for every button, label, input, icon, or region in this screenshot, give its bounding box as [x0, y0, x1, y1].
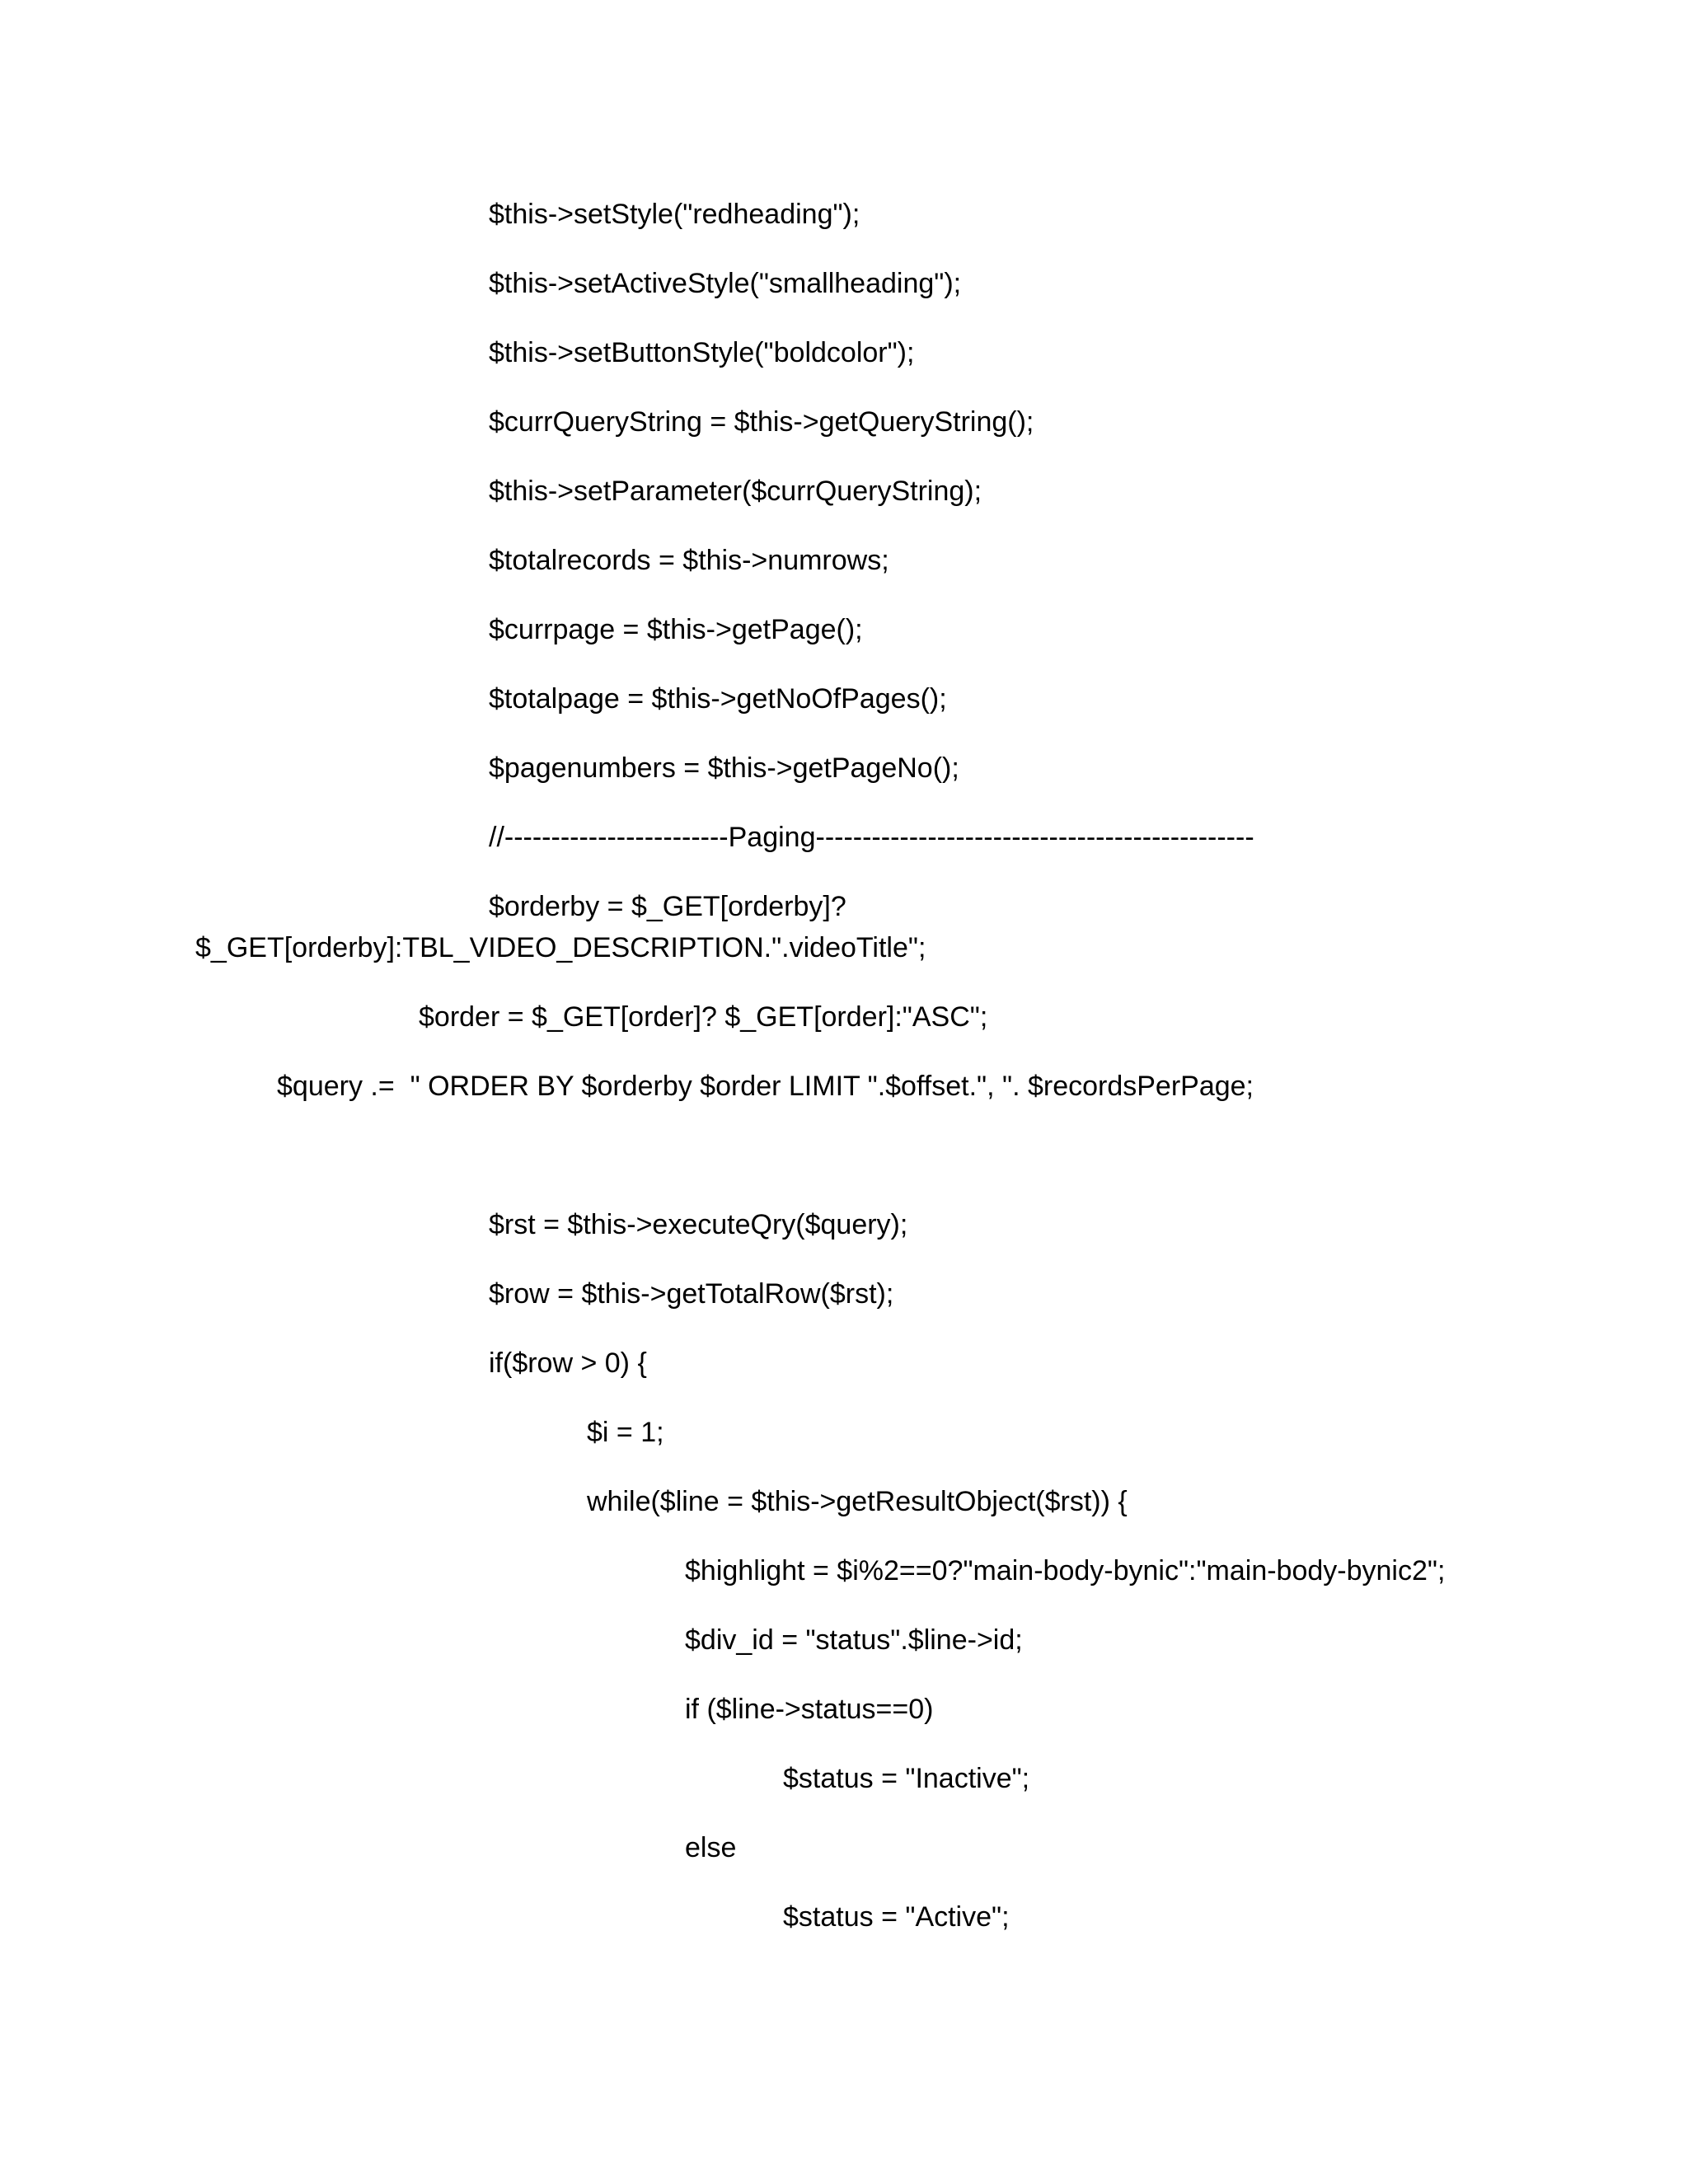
code-line: if($row > 0) { [489, 1347, 647, 1379]
paging-comment-line: //------------------------Paging----------------------------------------------- [489, 822, 1254, 853]
code-line: while($line = $this->getResultObject($rst)) { [587, 1486, 1128, 1517]
code-line: $query .= " ORDER BY $orderby $order LIMIT ".$offset.", ". $recordsPerPage; [277, 1071, 1254, 1102]
code-line: $row = $this->getTotalRow($rst); [489, 1278, 894, 1310]
code-line: $div_id = "status".$line->id; [685, 1624, 1023, 1656]
code-line: if ($line->status==0) [685, 1694, 934, 1725]
code-line: $totalrecords = $this->numrows; [489, 545, 889, 576]
code-line: $this->setStyle("redheading"); [489, 199, 860, 230]
code-line: $pagenumbers = $this->getPageNo(); [489, 752, 959, 784]
code-line: $order = $_GET[order]? $_GET[order]:"ASC"; [419, 1001, 988, 1033]
code-line: $status = "Inactive"; [783, 1763, 1030, 1794]
code-line-wrapped: $_GET[orderby]:TBL_VIDEO_DESCRIPTION.".videoTitle"; [195, 932, 926, 963]
code-line: $orderby = $_GET[orderby]? [489, 891, 846, 922]
code-line: $currQueryString = $this->getQueryString(); [489, 406, 1034, 438]
code-line: $totalpage = $this->getNoOfPages(); [489, 683, 947, 715]
code-line: else [685, 1832, 737, 1863]
code-line: $status = "Active"; [783, 1901, 1010, 1933]
code-line: $this->setParameter($currQueryString); [489, 476, 982, 507]
code-line: $highlight = $i%2==0?"main-body-bynic":"main-body-bynic2"; [685, 1555, 1446, 1586]
code-line: $i = 1; [587, 1417, 664, 1448]
code-line: $rst = $this->executeQry($query); [489, 1209, 908, 1240]
code-line: $this->setActiveStyle("smallheading"); [489, 268, 962, 299]
code-line: $currpage = $this->getPage(); [489, 614, 863, 645]
code-line: $this->setButtonStyle("boldcolor"); [489, 337, 915, 368]
